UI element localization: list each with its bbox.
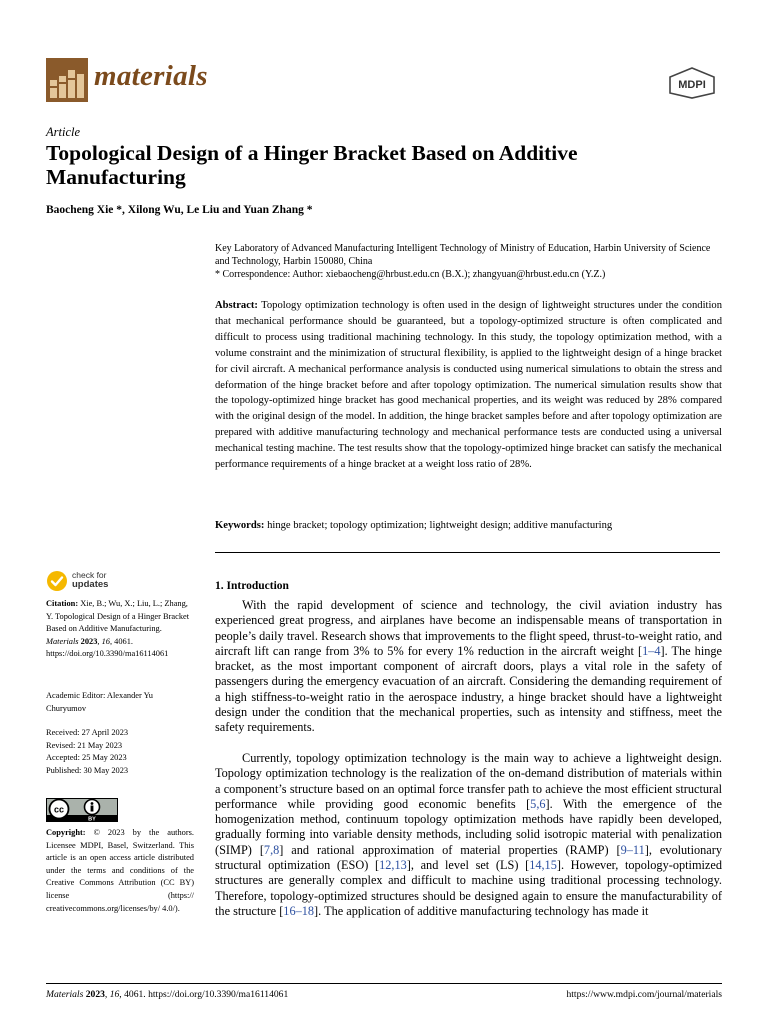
section-divider — [215, 552, 720, 553]
check-updates-line2: updates — [72, 579, 109, 590]
footer-divider — [46, 983, 722, 984]
section-heading: 1. Introduction — [215, 580, 289, 592]
citation-label: Citation: — [46, 599, 79, 608]
paragraph-2 — [215, 751, 722, 919]
cc-badge-text: cc — [53, 804, 65, 815]
citation-link[interactable]: 12,13 — [379, 858, 407, 873]
footer-volume: 16 — [109, 989, 120, 1000]
citation-block: Citation: Xie, B.; Wu, X.; Liu, L.; Zhang, Y. Topological Design of a Hinger Bracket Based on Additive Manufacturing. Materials 2023, 16, 4061. https://doi.org/10.3390/ma16114061 — [46, 599, 190, 659]
correspondence: * Correspondence: Author: xiebaocheng@hrbust.edu.cn (B.X.); zhangyuan@hrbust.edu.cn (Y.Z.) — [215, 269, 606, 280]
cc-by-text: BY — [88, 816, 96, 822]
citation-volume: 16 — [101, 636, 110, 646]
footer-citation: Materials 2023, 16, 4061. https://doi.org/10.3390/ma16114061 — [46, 989, 289, 1000]
paragraph-text: ], evolutionary structural optimization (ESO) [ — [215, 842, 722, 873]
footer-journal: Materials — [46, 989, 84, 1000]
keywords — [215, 518, 722, 533]
mdpi-logo-text: MDPI — [678, 79, 706, 91]
copyright-text: © 2023 by the authors. Licensee MDPI, Basel, Switzerland. This article is an open access article distributed under the terms and conditions of the Creative Commons Attribution (CC BY) license (https:// creativecommons.org/licenses/by/ 4.0/). — [46, 828, 195, 913]
received-date: Received: 27 April 2023 — [46, 728, 129, 737]
check-updates-icon — [46, 570, 68, 592]
footer-year: 2023 — [85, 989, 105, 1000]
citation-link[interactable]: 5,6 — [530, 796, 546, 811]
abstract-text: Topology optimization technology is often used in the design of lightweight structures under the condition that mechanical performance should be guaranteed, but a topology-optimized structure is often complicated and difficult to process using traditional machining technology. In this study, the topology optimization method, with a volume constraint and the minimization of structural flexibility, is applied to the lightweight design of a hinge bracket for civil aircraft. A mechanical performance analysis is conducted using numerical simulations to obtain the stress and deformation of the hinge bracket before and after topology optimization. The numerical simulation results show that the topology-optimized hinge bracket has good mechanical properties, and its weight was reduced by 28% compared with the original design of the model. In addition, the hinge bracket samples before and after topology optimization are prepared with additive manufacturing technology and mechanical performance tests are conducted using a universal mechanical testing machine. The test results show that the topology-optimized hinge bracket can satisfy the mechanical performance requirements of a hinge bracket at a weight loss ratio of 28%. — [215, 300, 722, 471]
paper-title: Topological Design of a Hinger Bracket Based on Additive Manufacturing — [46, 141, 578, 189]
footer-url[interactable]: https://www.mdpi.com/journal/materials — [566, 989, 722, 1000]
paragraph-text: ] and rational approximation of material properties (RAMP) [ — [279, 842, 621, 857]
citation-doi[interactable]: 4061. https://doi.org/10.3390/ma16114061 — [46, 636, 169, 659]
paragraph-text: ]. The hinge bracket, as the most important component of aircraft doors, plays a vital role in the safety of passengers during the emergency evacuation of an aircraft. Considering the demanding requirement of a high stiffness-to-weight ratio in the aerospace industry, a hinge bracket should have a lightweight design under the condition that the mechanical properties, such as intensity and stiffness, meet the safety requirements. — [215, 643, 722, 735]
copyright-label: Copyright: — [46, 828, 86, 837]
paragraph-text: ], and level set (LS) [ — [406, 858, 530, 873]
abstract — [215, 298, 722, 473]
citation-year: 2023 — [80, 636, 98, 646]
keywords-text: hinge bracket; topology optimization; lightweight design; additive manufacturing — [267, 520, 613, 531]
citation-link[interactable]: 7,8 — [263, 842, 280, 857]
published-date: Published: 30 May 2023 — [46, 765, 129, 775]
cc-by-license-icon[interactable] — [46, 798, 118, 822]
dates-block — [46, 727, 194, 777]
citation-link[interactable]: 9–11 — [620, 842, 645, 857]
academic-editor: Academic Editor: Alexander Yu Churyumov — [46, 691, 153, 713]
keywords-label: Keywords: — [215, 520, 265, 531]
paragraph-text: With the rapid development of science and technology, the civil aviation industry has experienced great progress, and airplanes have become an indispensable means of transportation in people’s daily travel. Research shows that improvements to the flight speed, thrust-to-weight ratio, and aircraft lift can range from 3% to 5% for every 1% reduction in the aircraft weight [ — [215, 598, 722, 658]
footer-doi[interactable]: , 4061. https://doi.org/10.3390/ma16114061 — [119, 989, 289, 1000]
citation-link[interactable]: 14,15 — [529, 858, 557, 873]
citation-link[interactable]: 1–4 — [642, 643, 661, 658]
affiliation: Key Laboratory of Advanced Manufacturing Intelligent Technology of Ministry of Education, Harbin University of Science and Technology, Harbin 150080, China — [215, 243, 711, 267]
abstract-label: Abstract: — [215, 300, 258, 311]
journal-name: materials — [94, 60, 208, 92]
paragraph-text: ]. However, topology-optimized structures are generally complex and difficult to machine using traditional processing technology. Therefore, topology-optimized structures should be designed again to ensure the manufacturability of the structure [ — [215, 858, 722, 918]
author-list: Baocheng Xie *, Xilong Wu, Le Liu and Yuan Zhang * — [46, 204, 313, 216]
paragraph-text: ]. With the emergence of the homogenization method, continuum topology optimization methods have rapidly been developed, gradually forming into variable density methods, including solid isotropic material with penalization (SIMP) [ — [215, 796, 722, 857]
mdpi-logo-icon — [668, 67, 716, 99]
article-type: Article — [46, 125, 81, 139]
citation-journal: Materials — [46, 636, 79, 646]
paragraph-1 — [215, 598, 722, 736]
copyright-block — [46, 827, 194, 915]
citation-link[interactable]: 16–18 — [283, 903, 315, 918]
revised-date: Revised: 21 May 2023 — [46, 740, 123, 750]
citation-text: Xie, B.; Wu, X.; Liu, L.; Zhang, Y. Topological Design of a Hinger Bracket Based on Additive Manufacturing. — [46, 599, 190, 634]
paragraph-text: Currently, topology optimization technology is the main way to achieve a lightweight design. Topology optimization technology is the realization of the on-demand distribution of materials within a component’s structure based on an optimal force transfer path to achieve the most efficient structural performance while providing good economic benefits [ — [215, 751, 722, 811]
check-for-updates-button[interactable] — [46, 570, 156, 592]
paragraph-text: ]. The application of additive manufacturing technology has made it — [314, 903, 649, 918]
check-updates-line1: check for — [72, 570, 107, 580]
accepted-date: Accepted: 25 May 2023 — [46, 753, 127, 763]
materials-logo-icon — [46, 58, 88, 102]
